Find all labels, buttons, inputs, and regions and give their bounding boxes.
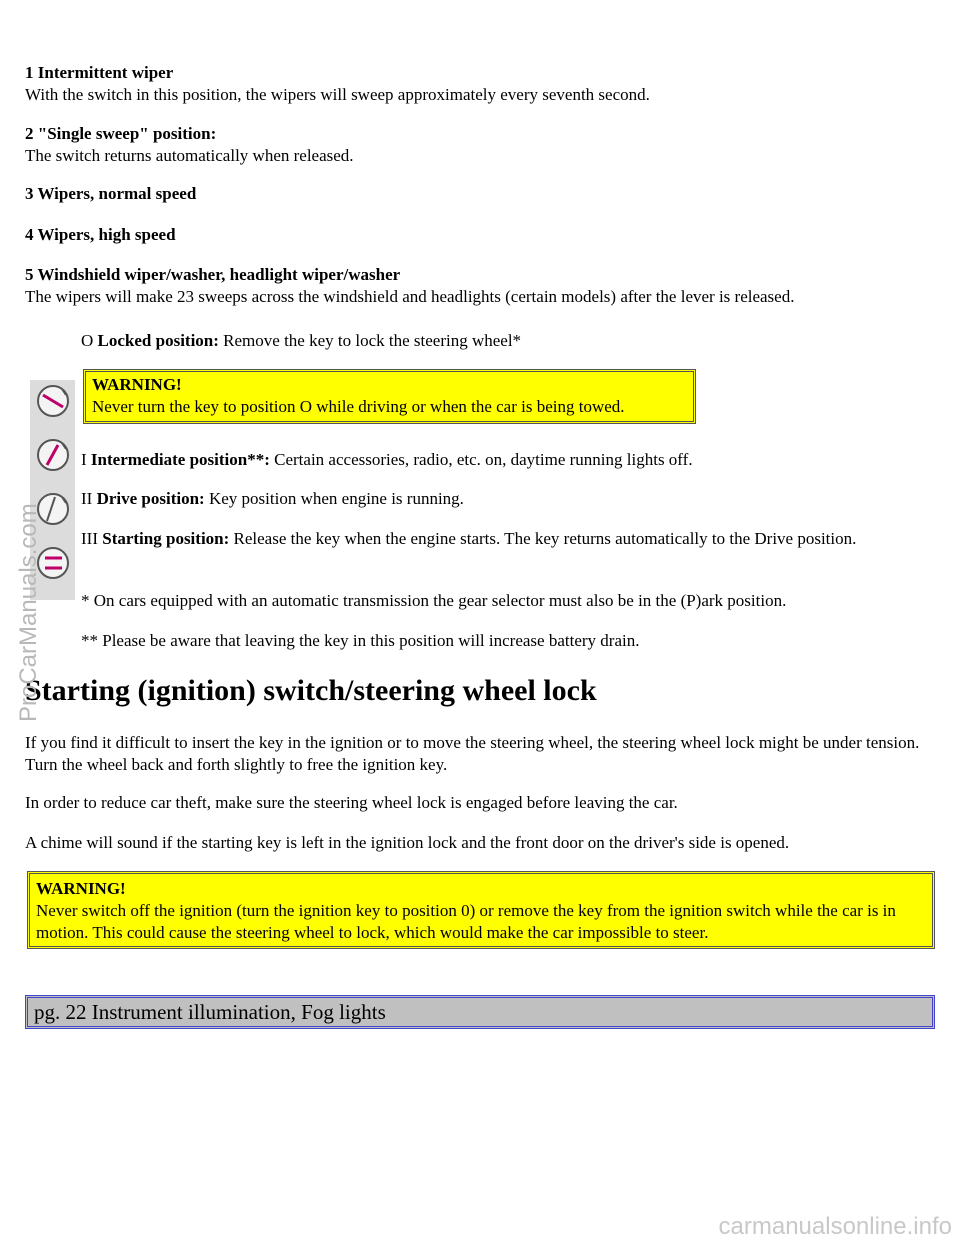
key-position-locked xyxy=(81,330,941,352)
item-heading: 4 Wipers, high speed xyxy=(25,225,176,244)
item-heading: 3 Wipers, normal speed xyxy=(25,184,197,203)
item-text: The wipers will make 23 sweeps across the windshield and headlights (certain models) after the lever is released. xyxy=(25,287,795,306)
next-page-link[interactable]: pg. 22 Instrument illumination, Fog lights xyxy=(25,995,935,1029)
site-watermark: carmanualsonline.info xyxy=(718,1213,952,1240)
position-label: Starting position: xyxy=(102,529,230,548)
key-position-drive xyxy=(81,488,941,510)
position-number: III xyxy=(81,529,98,548)
item-heading: 1 Intermittent wiper xyxy=(25,63,174,82)
item-intermittent-wiper xyxy=(25,62,940,106)
position-text: Certain accessories, radio, etc. on, daytime running lights off. xyxy=(274,450,693,469)
position-number: I xyxy=(81,450,87,469)
key-position-locked-icon xyxy=(36,384,70,418)
key-position-intermediate xyxy=(81,449,941,471)
footnote-battery: ** Please be aware that leaving the key in this position will increase battery drain. xyxy=(81,631,640,650)
item-text: With the switch in this position, the wipers will sweep approximately every seventh second. xyxy=(25,85,650,104)
position-text: Release the key when the engine starts. The key returns automatically to the Drive position. xyxy=(233,529,857,548)
position-text: Key position when engine is running. xyxy=(208,489,464,508)
warning-title: WARNING! xyxy=(36,879,126,898)
item-single-sweep xyxy=(25,123,940,167)
section-paragraph-chime: A chime will sound if the starting key is left in the ignition lock and the front door on the driver's side is opened. xyxy=(25,833,790,852)
position-text: Remove the key to lock the steering wheel* xyxy=(223,331,522,350)
item-normal-speed xyxy=(25,183,940,205)
item-heading: 5 Windshield wiper/washer, headlight wiper/washer xyxy=(25,265,401,284)
position-label: Intermediate position**: xyxy=(90,450,270,469)
position-label: Drive position: xyxy=(96,489,205,508)
position-number: O xyxy=(81,331,94,350)
warning-box-ignition xyxy=(27,871,935,949)
warning-box-position-o xyxy=(83,369,696,424)
section-paragraph-tension: If you find it difficult to insert the key in the ignition or to move the steering wheel, the steering wheel lock might be under tension. Turn the wheel back and forth slightly to free the ignition key. xyxy=(25,733,920,774)
position-number: II xyxy=(81,489,93,508)
position-label: Locked position: xyxy=(97,331,219,350)
key-position-starting xyxy=(81,528,891,550)
section-paragraph-theft: In order to reduce car theft, make sure the steering wheel lock is engaged before leaving the car. xyxy=(25,793,678,812)
item-heading: 2 "Single sweep" position: xyxy=(25,124,217,143)
warning-title: WARNING! xyxy=(92,375,182,394)
item-washer xyxy=(25,264,940,308)
footnote-park: * On cars equipped with an automatic transmission the gear selector must also be in the (P)ark position. xyxy=(81,591,787,610)
item-high-speed xyxy=(25,224,940,246)
section-title: Starting (ignition) switch/steering wheel lock xyxy=(25,674,597,707)
side-watermark: ProCarManuals.com xyxy=(15,503,42,722)
key-position-intermediate-icon xyxy=(36,438,70,472)
item-text: The switch returns automatically when released. xyxy=(25,146,354,165)
warning-text: Never switch off the ignition (turn the ignition key to position 0) or remove the key from the ignition switch while the car is in motion. This could cause the steering wheel to lock, which would make the car impossible to steer. xyxy=(36,901,896,942)
warning-text: Never turn the key to position O while driving or when the car is being towed. xyxy=(92,397,625,416)
